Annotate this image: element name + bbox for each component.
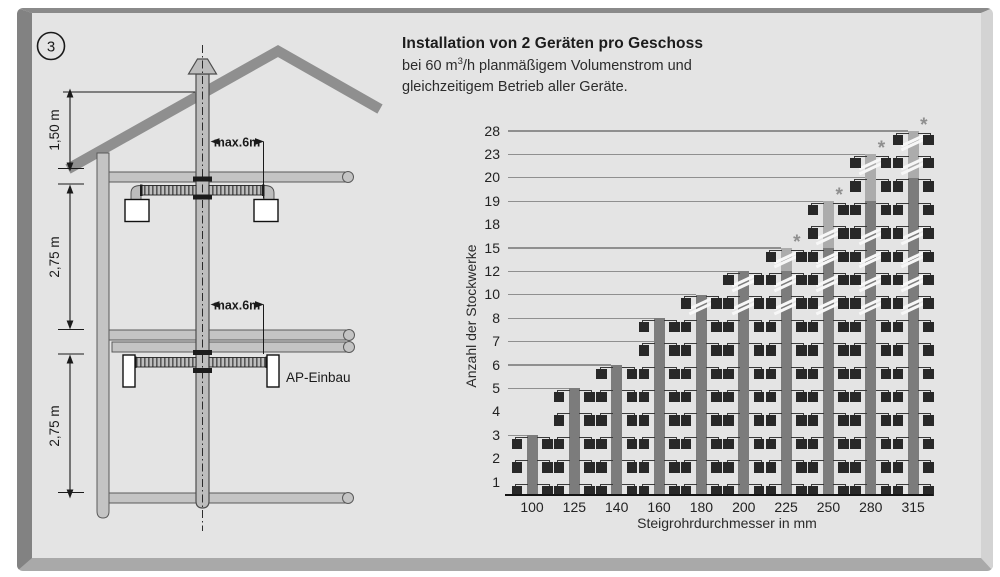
gridline-3 bbox=[508, 435, 527, 436]
gridline-15 bbox=[508, 247, 781, 248]
device-marker-left bbox=[893, 392, 904, 403]
y-tick-1: 1 bbox=[492, 473, 500, 490]
device-marker-left bbox=[766, 392, 777, 403]
device-marker-right bbox=[838, 275, 849, 286]
device-marker-right bbox=[923, 345, 934, 356]
device-marker-right bbox=[923, 228, 934, 239]
device-marker-right bbox=[669, 392, 680, 403]
device-marker-right bbox=[796, 392, 807, 403]
bar-125-solid bbox=[569, 388, 580, 495]
device-marker-right bbox=[881, 345, 892, 356]
device-marker-left bbox=[808, 345, 819, 356]
device-marker-left bbox=[850, 181, 861, 192]
device-marker-right bbox=[881, 439, 892, 450]
bar-100-solid bbox=[527, 435, 538, 495]
device-marker-right bbox=[754, 392, 765, 403]
device-marker-left bbox=[893, 275, 904, 286]
y-tick-28: 28 bbox=[484, 122, 500, 139]
device-marker-left bbox=[850, 158, 861, 169]
device-marker-right bbox=[923, 439, 934, 450]
device-marker-left bbox=[808, 298, 819, 309]
device-marker-right bbox=[796, 275, 807, 286]
x-axis-title: Steigrohrdurchmesser in mm bbox=[637, 515, 817, 531]
restriction-asterisk: * bbox=[835, 185, 843, 207]
device-marker-left bbox=[639, 345, 650, 356]
device-marker-left bbox=[681, 345, 692, 356]
device-marker-left bbox=[681, 462, 692, 473]
x-tick-200: 200 bbox=[732, 499, 756, 515]
page-title: Installation von 2 Geräten pro Geschoss bbox=[402, 35, 704, 52]
bar-315-solid bbox=[908, 178, 919, 495]
device-marker-left bbox=[850, 228, 861, 239]
restriction-asterisk: * bbox=[877, 138, 886, 160]
device-marker-right bbox=[754, 439, 765, 450]
device-marker-right bbox=[754, 369, 765, 380]
y-tick-2: 2 bbox=[492, 450, 500, 467]
y-tick-4: 4 bbox=[492, 403, 500, 420]
device-marker-left bbox=[850, 205, 861, 216]
device-marker-left bbox=[639, 462, 650, 473]
device-marker-left bbox=[639, 415, 650, 426]
gridline-12 bbox=[508, 271, 738, 272]
device-marker-left bbox=[639, 439, 650, 450]
gridline-10 bbox=[508, 294, 696, 295]
restriction-asterisk: * bbox=[920, 115, 928, 136]
device-marker-left bbox=[723, 415, 734, 426]
device-marker-left bbox=[681, 369, 692, 380]
device-marker-left bbox=[808, 205, 819, 216]
device-marker-right bbox=[838, 298, 849, 309]
device-marker-left bbox=[681, 322, 692, 333]
device-marker-left bbox=[893, 462, 904, 473]
device-marker-right bbox=[711, 369, 722, 380]
device-marker-left bbox=[681, 392, 692, 403]
x-tick-140: 140 bbox=[605, 499, 629, 515]
subtitle-text: bei 60 m bbox=[402, 58, 458, 74]
device-marker-left bbox=[766, 275, 777, 286]
device-marker-left bbox=[808, 275, 819, 286]
device-marker-right bbox=[838, 392, 849, 403]
device-marker-right bbox=[711, 392, 722, 403]
device-marker-right bbox=[754, 415, 765, 426]
y-tick-23: 23 bbox=[484, 145, 500, 162]
y-tick-12: 12 bbox=[484, 262, 500, 279]
y-tick-8: 8 bbox=[492, 309, 500, 326]
device-marker-right bbox=[796, 298, 807, 309]
device-marker-left bbox=[893, 252, 904, 263]
device-marker-left bbox=[723, 369, 734, 380]
device-marker-right bbox=[669, 345, 680, 356]
device-marker-left bbox=[850, 415, 861, 426]
device-marker-right bbox=[838, 252, 849, 263]
device-marker-left bbox=[596, 369, 607, 380]
x-tick-315: 315 bbox=[901, 499, 925, 515]
device-marker-right bbox=[923, 462, 934, 473]
device-marker-left bbox=[639, 369, 650, 380]
device-marker-left bbox=[893, 345, 904, 356]
device-marker-right bbox=[542, 439, 553, 450]
device-marker-right bbox=[711, 462, 722, 473]
device-marker-right bbox=[923, 298, 934, 309]
gridline-7 bbox=[508, 341, 654, 342]
y-tick-18: 18 bbox=[484, 216, 500, 233]
device-marker-left bbox=[893, 298, 904, 309]
device-marker-right bbox=[669, 462, 680, 473]
device-marker-right bbox=[923, 322, 934, 333]
device-marker-right bbox=[627, 462, 638, 473]
subtitle-line-2: gleichzeitigem Betrieb aller Geräte. bbox=[402, 79, 628, 95]
device-marker-right bbox=[584, 392, 595, 403]
device-marker-left bbox=[850, 462, 861, 473]
device-marker-right bbox=[754, 322, 765, 333]
device-marker-left bbox=[893, 135, 904, 146]
device-marker-left bbox=[554, 462, 565, 473]
dim-label-lower: 2,75 m bbox=[47, 405, 62, 447]
y-axis-title: Anzahl der Stockwerke bbox=[463, 244, 479, 388]
device-marker-right bbox=[881, 415, 892, 426]
device-marker-left bbox=[808, 415, 819, 426]
gridline-8 bbox=[508, 318, 654, 319]
superscript-3: 3 bbox=[457, 56, 463, 68]
device-marker-right bbox=[881, 392, 892, 403]
device-marker-right bbox=[669, 369, 680, 380]
device-marker-left bbox=[723, 298, 734, 309]
device-marker-right bbox=[838, 322, 849, 333]
device-marker-left bbox=[850, 345, 861, 356]
device-marker-right bbox=[711, 298, 722, 309]
bar-180-solid bbox=[696, 295, 707, 495]
device-marker-left bbox=[808, 369, 819, 380]
device-marker-right bbox=[584, 439, 595, 450]
device-marker-left bbox=[766, 252, 777, 263]
device-marker-right bbox=[669, 439, 680, 450]
device-marker-right bbox=[923, 252, 934, 263]
device-marker-right bbox=[838, 345, 849, 356]
device-marker-right bbox=[754, 298, 765, 309]
figure-number: 3 bbox=[46, 38, 56, 56]
device-marker-left bbox=[808, 439, 819, 450]
restriction-asterisk: * bbox=[793, 232, 801, 253]
max-distance-lower: max.6m bbox=[213, 298, 261, 313]
device-marker-right bbox=[881, 205, 892, 216]
device-marker-left bbox=[723, 462, 734, 473]
gridline-20 bbox=[508, 177, 865, 178]
x-tick-280: 280 bbox=[859, 499, 883, 515]
device-marker-left bbox=[723, 392, 734, 403]
device-marker-left bbox=[893, 158, 904, 169]
device-marker-left bbox=[681, 298, 692, 309]
device-marker-left bbox=[723, 439, 734, 450]
device-marker-right bbox=[754, 275, 765, 286]
device-marker-right bbox=[669, 415, 680, 426]
device-marker-left bbox=[554, 415, 565, 426]
ap-einbau-label: AP-Einbau bbox=[286, 370, 351, 385]
device-marker-right bbox=[923, 158, 934, 169]
device-marker-left bbox=[808, 392, 819, 403]
y-tick-10: 10 bbox=[484, 286, 500, 303]
y-tick-3: 3 bbox=[492, 426, 500, 443]
device-marker-right bbox=[754, 462, 765, 473]
device-marker-right bbox=[796, 322, 807, 333]
device-marker-right bbox=[711, 322, 722, 333]
device-marker-left bbox=[512, 462, 523, 473]
device-marker-right bbox=[796, 369, 807, 380]
device-marker-left bbox=[639, 322, 650, 333]
device-marker-left bbox=[766, 415, 777, 426]
device-marker-right bbox=[627, 415, 638, 426]
device-marker-right bbox=[881, 181, 892, 192]
device-marker-left bbox=[850, 392, 861, 403]
x-axis-line bbox=[505, 494, 933, 496]
x-tick-125: 125 bbox=[562, 499, 587, 515]
device-marker-right bbox=[838, 369, 849, 380]
device-marker-left bbox=[512, 439, 523, 450]
device-marker-right bbox=[881, 228, 892, 239]
device-marker-right bbox=[542, 462, 553, 473]
device-marker-right bbox=[881, 369, 892, 380]
gridline-6 bbox=[508, 364, 611, 365]
device-marker-left bbox=[766, 345, 777, 356]
device-marker-right bbox=[838, 462, 849, 473]
y-tick-19: 19 bbox=[484, 192, 500, 209]
device-marker-left bbox=[554, 392, 565, 403]
device-marker-left bbox=[850, 298, 861, 309]
device-marker-left bbox=[596, 462, 607, 473]
subtitle-text: /h planmäßigem Volumenstrom und bbox=[462, 58, 692, 74]
device-marker-left bbox=[723, 275, 734, 286]
dim-label-roof: 1,50 m bbox=[47, 109, 62, 151]
device-marker-right bbox=[923, 392, 934, 403]
device-marker-right bbox=[711, 345, 722, 356]
y-tick-6: 6 bbox=[492, 356, 500, 373]
bar-160-solid bbox=[654, 318, 665, 495]
device-marker-right bbox=[627, 392, 638, 403]
bar-140-solid bbox=[611, 365, 622, 495]
x-tick-180: 180 bbox=[689, 499, 714, 515]
device-marker-right bbox=[711, 439, 722, 450]
device-marker-right bbox=[881, 462, 892, 473]
device-marker-right bbox=[838, 228, 849, 239]
device-marker-right bbox=[711, 415, 722, 426]
device-marker-right bbox=[584, 462, 595, 473]
device-marker-left bbox=[808, 252, 819, 263]
device-marker-right bbox=[584, 415, 595, 426]
device-marker-left bbox=[808, 462, 819, 473]
gridline-23 bbox=[508, 154, 865, 155]
device-marker-left bbox=[893, 369, 904, 380]
device-marker-left bbox=[766, 298, 777, 309]
device-marker-left bbox=[766, 322, 777, 333]
gridline-19 bbox=[508, 201, 823, 202]
device-marker-right bbox=[796, 345, 807, 356]
device-marker-right bbox=[881, 275, 892, 286]
device-marker-right bbox=[627, 439, 638, 450]
device-marker-right bbox=[923, 181, 934, 192]
device-marker-left bbox=[639, 392, 650, 403]
device-marker-right bbox=[881, 298, 892, 309]
device-marker-left bbox=[850, 439, 861, 450]
y-tick-15: 15 bbox=[484, 239, 500, 256]
device-marker-left bbox=[850, 322, 861, 333]
device-marker-left bbox=[596, 439, 607, 450]
device-marker-left bbox=[723, 345, 734, 356]
x-tick-160: 160 bbox=[647, 499, 671, 515]
gridline-28 bbox=[508, 130, 908, 131]
max-distance-upper: max.6m bbox=[213, 135, 261, 150]
x-tick-250: 250 bbox=[816, 499, 841, 515]
device-marker-left bbox=[850, 369, 861, 380]
device-marker-left bbox=[723, 322, 734, 333]
device-marker-right bbox=[923, 205, 934, 216]
device-marker-left bbox=[893, 439, 904, 450]
device-marker-left bbox=[893, 181, 904, 192]
device-marker-right bbox=[754, 345, 765, 356]
device-marker-left bbox=[850, 252, 861, 263]
device-marker-left bbox=[808, 322, 819, 333]
device-marker-left bbox=[893, 415, 904, 426]
device-marker-left bbox=[893, 205, 904, 216]
y-tick-5: 5 bbox=[492, 379, 500, 396]
device-marker-left bbox=[554, 439, 565, 450]
device-marker-left bbox=[893, 228, 904, 239]
device-marker-left bbox=[766, 369, 777, 380]
device-marker-right bbox=[838, 415, 849, 426]
device-marker-left bbox=[681, 439, 692, 450]
device-marker-right bbox=[627, 369, 638, 380]
device-marker-right bbox=[923, 369, 934, 380]
x-tick-100: 100 bbox=[520, 499, 544, 515]
device-marker-left bbox=[681, 415, 692, 426]
device-marker-right bbox=[796, 439, 807, 450]
device-marker-left bbox=[893, 322, 904, 333]
bar-280-solid bbox=[865, 201, 876, 495]
y-tick-20: 20 bbox=[484, 169, 500, 186]
device-marker-right bbox=[881, 252, 892, 263]
y-tick-7: 7 bbox=[492, 333, 500, 350]
device-marker-right bbox=[881, 322, 892, 333]
device-marker-right bbox=[796, 462, 807, 473]
device-marker-left bbox=[766, 462, 777, 473]
device-marker-right bbox=[923, 415, 934, 426]
device-marker-right bbox=[838, 439, 849, 450]
x-tick-225: 225 bbox=[774, 499, 798, 515]
device-marker-left bbox=[808, 228, 819, 239]
device-marker-right bbox=[669, 322, 680, 333]
device-marker-left bbox=[596, 392, 607, 403]
dim-label-upper: 2,75 m bbox=[47, 236, 62, 278]
device-marker-left bbox=[850, 275, 861, 286]
device-marker-left bbox=[766, 439, 777, 450]
device-marker-right bbox=[796, 415, 807, 426]
device-marker-right bbox=[923, 275, 934, 286]
device-marker-left bbox=[596, 415, 607, 426]
gridline-5 bbox=[508, 388, 569, 389]
